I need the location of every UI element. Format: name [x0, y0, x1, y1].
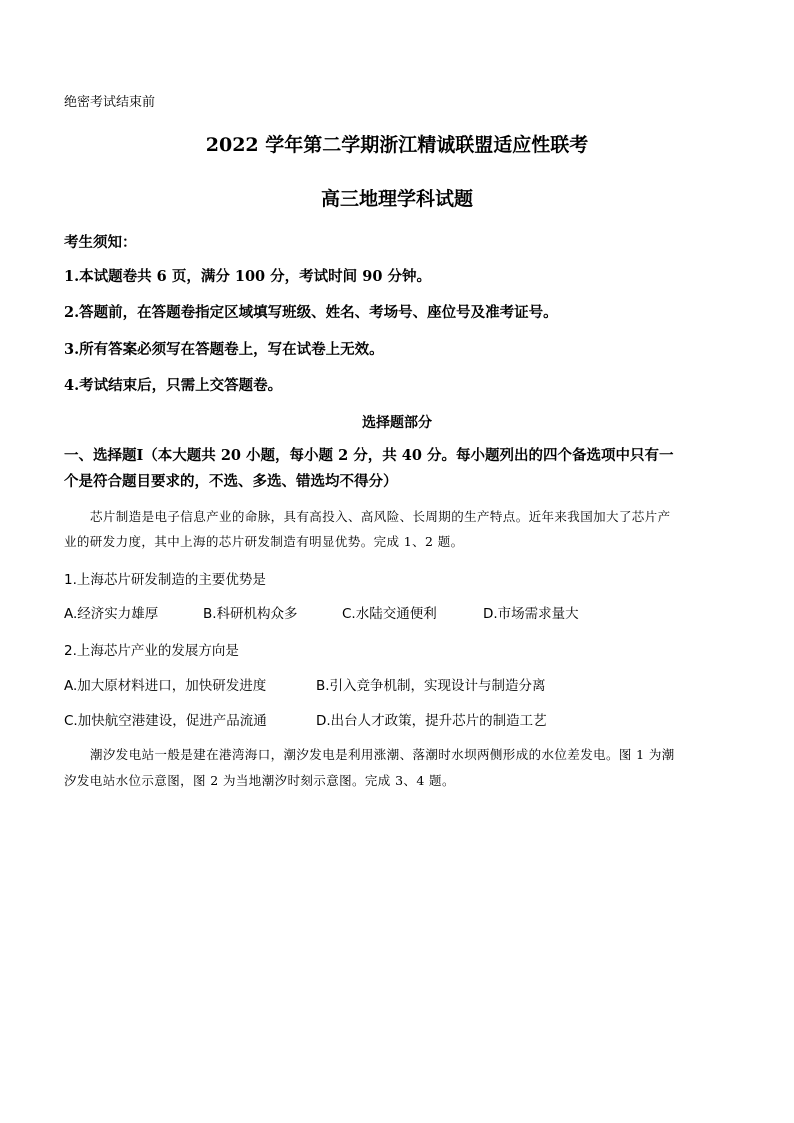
option-a: A.经济实力雄厚	[64, 606, 159, 622]
option-a: A.加大原材料进口，加快研发进度	[64, 678, 267, 694]
passage-line: 芯片制造是电子信息产业的命脉，具有高投入、高风险、长周期的生产特点。近年来我国加大了芯片产	[90, 509, 671, 524]
passage-line: 汐发电站水位示意图，图 2 为当地潮汐时刻示意图。完成 3、4 题。	[64, 773, 455, 788]
notice-item: 4.考试结束后，只需上交答题卷。	[64, 377, 283, 394]
question-stem: 1.上海芯片研发制造的主要优势是	[64, 572, 266, 588]
notice-heading: 考生须知：	[64, 234, 137, 251]
option-b: B.引入竞争机制，实现设计与制造分离	[316, 678, 546, 694]
option-d: D.出台人才政策，提升芯片的制造工艺	[316, 713, 547, 729]
question-stem: 2.上海芯片产业的发展方向是	[64, 643, 239, 659]
passage-line: 业的研发力度，其中上海的芯片研发制造有明显优势。完成 1、2 题。	[64, 534, 464, 549]
part-heading-line: 个是符合题目要求的，不选、多选、错选均不得分）	[64, 473, 398, 490]
option-c: C.加快航空港建设，促进产品流通	[64, 713, 267, 729]
option-b: B.科研机构众多	[203, 606, 298, 622]
passage-line: 潮汐发电站一般是建在港湾海口，潮汐发电是利用涨潮、落潮时水坝两侧形成的水位差发电。图 1 为潮	[90, 747, 675, 762]
notice-item: 1.本试题卷共 6 页，满分 100 分，考试时间 90 分钟。	[64, 268, 431, 285]
confidential-label: 绝密考试结束前	[64, 95, 156, 110]
notice-item: 3.所有答案必须写在答题卷上，写在试卷上无效。	[64, 341, 384, 358]
exam-subtitle: 高三地理学科试题	[320, 188, 473, 210]
option-c: C.水陆交通便利	[342, 606, 437, 622]
option-d: D.市场需求量大	[483, 606, 579, 622]
part-heading-line: 一、选择题Ⅰ（本大题共 20 小题，每小题 2 分，共 40 分。每小题列出的四个备选项中只有一	[64, 447, 674, 464]
section-title: 选择题部分	[362, 415, 432, 431]
exam-title: 2022 学年第二学期浙江精诚联盟适应性联考	[205, 134, 589, 156]
notice-item: 2.答题前，在答题卷指定区域填写班级、姓名、考场号、座位号及准考证号。	[64, 304, 558, 321]
